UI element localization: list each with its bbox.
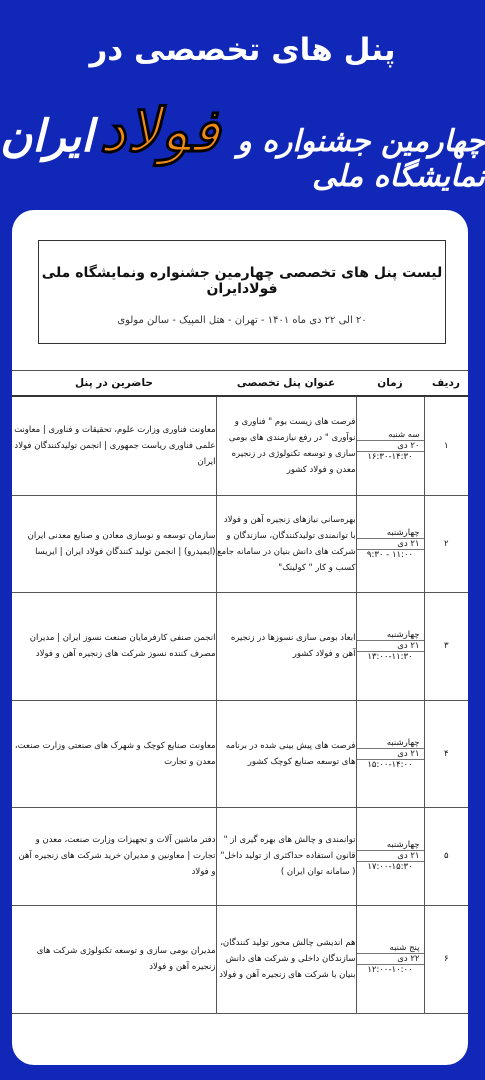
row-attendees: دفتر ماشین آلات و تجهیزات وزارت صنعت، معدن و تجارت | معاونین و مدیران خرید شرکت های زنجیره آهن و فولاد — [12, 807, 216, 905]
row-topic: هم اندیشی چالش محور تولید کنندگان، سازندگان داخلی و شرکت های دانش بنیان با شرکت های زنجیره آهن و فولاد — [216, 905, 356, 1013]
header-topic: عنوان پنل تخصصی — [216, 371, 356, 397]
row-time — [356, 592, 424, 700]
row-hours: ۱۱:۰۰ - ۹:۳۰ — [366, 549, 414, 560]
row-topic: بهره‌سانی نیازهای زنجیره آهن و فولاد با توانمندی تولیدکنندگان، سازندگان و شرکت های دانش بنیان در سامانه جامع کسب و کار " کولینک" — [216, 495, 356, 592]
panels-table — [12, 370, 468, 1014]
header-line-2 — [0, 96, 485, 194]
row-attendees: سازمان توسعه و نوسازی معادن و صنایع معدنی ایران (ایمیدرو) | انجمن تولید کنندگان فولاد ایران | ایریسا — [12, 495, 216, 592]
row-time — [356, 905, 424, 1013]
row-time — [356, 700, 424, 807]
table-row — [12, 700, 468, 807]
row-date: ۲۱ دی — [357, 749, 424, 760]
header-attendees: حاضرین در پنل — [12, 371, 216, 397]
row-number: ۱ — [424, 396, 468, 495]
row-date: ۲۰ دی — [357, 441, 424, 452]
list-subtitle: ۲۰ الی ۲۲ دی ماه ۱۴۰۱ - تهران - هتل المپیک - سالن مولوی — [117, 315, 367, 326]
row-time — [356, 396, 424, 495]
header-line-1: پنل های تخصصی در — [89, 32, 396, 68]
row-hours: ۱۳:۰۰-۱۱:۳۰ — [367, 652, 413, 662]
row-attendees: انجمن صنفی کارفرمایان صنعت نسوز ایران | مدیران مصرف کننده نسوز شرکت های زنجیره آهن و فولاد — [12, 592, 216, 700]
content-card — [12, 210, 468, 1065]
table-row — [12, 592, 468, 700]
header-time: زمان — [356, 371, 424, 397]
row-number: ۵ — [424, 807, 468, 905]
row-day: سه شنبه — [357, 430, 424, 441]
row-hours: ۱۶:۳۰-۱۴:۳۰ — [367, 451, 413, 462]
table-row — [12, 807, 468, 905]
header-line-2-lead: چهارمین جشنواره و نمایشگاه ملی — [237, 124, 485, 194]
table-row — [12, 396, 468, 495]
row-topic: فرصت های پیش بینی شده در برنامه های توسعه صنایع کوچک کشور — [216, 700, 356, 807]
row-day: چهارشنبه — [357, 630, 424, 641]
row-hours: ۱۷:۰۰-۱۵:۳۰ — [367, 862, 413, 872]
row-attendees: معاونت فناوری وزارت علوم، تحقیقات و فناوری | معاونت علمی فناوری ریاست جمهوری | انجمن تولیدکنندگان فولاد ایران — [12, 396, 216, 495]
row-day: چهارشنبه — [357, 840, 424, 851]
row-hours: ۱۵:۰۰-۱۴:۰۰ — [367, 759, 413, 770]
header-line-2-tail: ایران — [0, 111, 94, 162]
row-number: ۶ — [424, 905, 468, 1013]
row-attendees: معاونت صنایع کوچک و شهرک های صنعتی وزارت صنعت، معدن و تجارت — [12, 700, 216, 807]
row-date: ۲۱ دی — [357, 851, 424, 862]
row-topic: فرصت های زیست بوم " فناوری و نوآوری " در رفع نیازمندی های بومی سازی و توسعه تکنولوژی در زنجیره معدن و فولاد کشور — [216, 396, 356, 495]
row-number: ۲ — [424, 495, 468, 592]
row-date: ۲۱ دی — [357, 539, 424, 550]
table-header-row — [12, 371, 468, 397]
row-time — [356, 495, 424, 592]
row-topic: ابعاد بومی سازی نسوزها در زنجیره آهن و فولاد کشور — [216, 592, 356, 700]
table-row — [12, 905, 468, 1013]
header-line-2-orange: فولاد — [99, 96, 220, 166]
row-day: پنج شنبه — [357, 943, 424, 954]
list-title: لیست پنل های تخصصی چهارمین جشنواره ونمایشگاه ملی فولادایران — [41, 265, 443, 297]
row-date: ۲۱ دی — [357, 641, 424, 652]
table-row — [12, 495, 468, 592]
row-topic: توانمندی و چالش های بهره گیری از " قانون استفاده حداکثری از تولید داخل" ( سامانه توان ایران ) — [216, 807, 356, 905]
row-date: ۲۲ دی — [357, 954, 424, 965]
row-time — [356, 807, 424, 905]
header-row-no: ردیف — [424, 371, 468, 397]
title-box — [38, 240, 446, 344]
row-attendees: مدیران بومی سازی و توسعه تکنولوژی شرکت های زنجیره آهن و فولاد — [12, 905, 216, 1013]
row-number: ۳ — [424, 592, 468, 700]
row-day: چهارشنبه — [357, 528, 424, 539]
row-number: ۴ — [424, 700, 468, 807]
row-hours: ۱۲:۰۰-۱۰:۰۰ — [367, 965, 413, 975]
row-day: چهارشنبه — [357, 738, 424, 749]
